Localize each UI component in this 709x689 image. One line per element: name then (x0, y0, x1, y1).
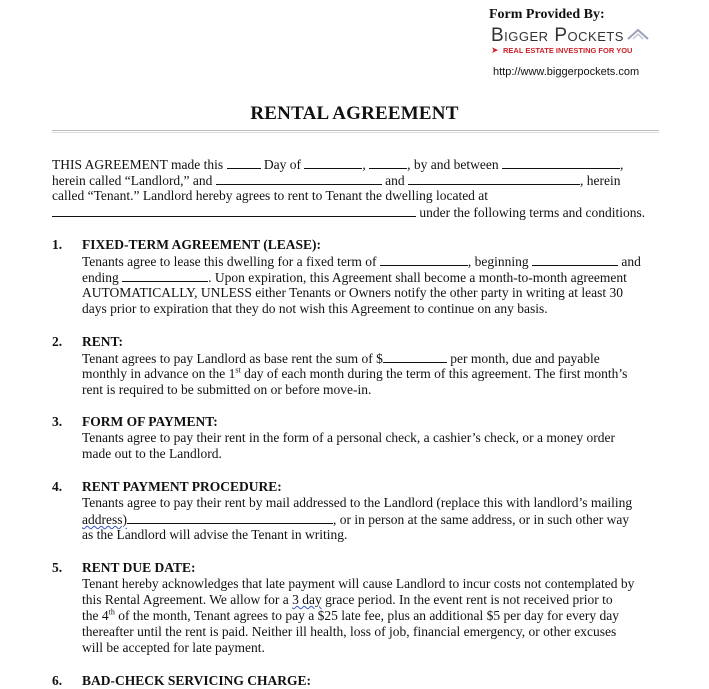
section-text: day of each month during the term of this agreement. The first month’s (240, 366, 628, 382)
day-blank[interactable] (227, 156, 261, 169)
intro-text: , herein (580, 173, 621, 188)
section-text: as the Landlord will advise the Tenant in writing. (82, 527, 348, 543)
tenant-name-blank[interactable] (216, 172, 382, 185)
section-text: the 4 (82, 608, 109, 624)
intro-text: , (619, 157, 624, 172)
section-number: 4. (52, 479, 63, 494)
section-text: Tenants agree to lease this dwelling for a fixed term of (82, 254, 377, 270)
document-title: RENTAL AGREEMENT (250, 103, 459, 124)
section-text: thereafter until the rent is paid. Neither ill health, loss of job, financial emergency, or other excuses (82, 624, 617, 640)
house-roof-icon (627, 27, 649, 41)
section-number: 5. (52, 560, 63, 575)
year-blank[interactable] (369, 156, 407, 169)
section-text: this Rental Agreement. We allow for a (82, 592, 293, 608)
section-text: ending (82, 270, 119, 286)
intro-text: and (385, 173, 405, 188)
section-text: , beginning (467, 254, 529, 270)
section-text: Tenant hereby acknowledges that late payment will cause Landlord to incur costs not contemplated by (82, 576, 635, 592)
month-blank[interactable] (304, 156, 362, 169)
tenant-name-2-blank[interactable] (408, 172, 580, 185)
section-text: grace period. In the event rent is not received prior to (321, 592, 613, 608)
intro-text: herein called “Landlord,” and (52, 173, 213, 188)
section-text: monthly in advance on the 1 (82, 366, 236, 382)
end-date-blank[interactable] (122, 269, 208, 282)
section-text: , or in person at the same address, or in such other way (332, 512, 630, 528)
section-heading: FORM OF PAYMENT: (82, 414, 218, 429)
section-text: rent is required to be submitted on or before move-in. (82, 382, 372, 398)
superscript: th (108, 607, 115, 617)
intro-text: THIS AGREEMENT made this (52, 157, 224, 172)
begin-date-blank[interactable] (532, 253, 618, 266)
title-divider (52, 130, 659, 133)
section-heading: RENT DUE DATE: (82, 560, 196, 575)
section-heading: BAD-CHECK SERVICING CHARGE: (82, 673, 312, 688)
section-heading: RENT PAYMENT PROCEDURE: (82, 479, 282, 494)
mailing-address-blank[interactable] (127, 511, 333, 524)
section-text: Tenants agree to pay their rent by mail addressed to the Landlord (replace this with landlord’s mailing (82, 495, 633, 511)
section-text: Tenants agree to pay their rent in the form of a personal check, a cashier’s check, or a money order (82, 430, 615, 446)
section-heading: RENT: (82, 334, 124, 349)
section-text: made out to the Landlord. (82, 446, 222, 462)
rent-amount-blank[interactable] (383, 350, 447, 363)
intro-text: , by and between (407, 157, 499, 172)
intro-text: called “Tenant.” Landlord hereby agrees to rent to Tenant the dwelling located at (52, 188, 489, 203)
intro-text: Day of (263, 157, 301, 172)
form-provided-by: Form Provided By: (489, 7, 605, 22)
section-text: and (621, 254, 641, 270)
arrow-icon: ➤ (491, 45, 499, 55)
section-text: days prior to expiration that they do not wish this Agreement to continue on any basis. (82, 301, 548, 317)
intro-paragraph (52, 156, 662, 220)
superscript: st (235, 365, 241, 375)
logo-wordmark: Bigger Pockets (491, 25, 624, 46)
address-blank[interactable] (52, 204, 416, 217)
section-number: 2. (52, 334, 63, 349)
section-text: will be accepted for late payment. (82, 640, 265, 656)
section-text: Tenant agrees to pay Landlord as base rent the sum of $ (82, 351, 383, 367)
section-number: 3. (52, 414, 63, 429)
section-number: 1. (52, 237, 63, 252)
logo-tagline: REAL ESTATE INVESTING FOR YOU (503, 46, 633, 55)
section-text: address) (82, 512, 127, 528)
website-link[interactable]: http://www.biggerpockets.com (493, 66, 640, 78)
section-text: per month, due and payable (450, 351, 600, 367)
section-text: 3 day (292, 592, 322, 608)
term-blank[interactable] (380, 253, 468, 266)
section-text: . Upon expiration, this Agreement shall become a month-to-month agreement (208, 270, 627, 286)
section-heading: FIXED-TERM AGREEMENT (LEASE): (82, 237, 322, 252)
biggerpockets-logo (491, 25, 661, 61)
intro-text: , (362, 157, 366, 172)
section-number: 6. (52, 673, 63, 688)
intro-text: under the following terms and conditions. (419, 205, 646, 220)
section-text: AUTOMATICALLY, UNLESS either Tenants or Owners notify the other party in writing at least 30 (82, 285, 623, 301)
landlord-name-blank[interactable] (502, 156, 620, 169)
section-text: of the month, Tenant agrees to pay a $25 late fee, plus an additional $5 per day for every day (114, 608, 619, 624)
